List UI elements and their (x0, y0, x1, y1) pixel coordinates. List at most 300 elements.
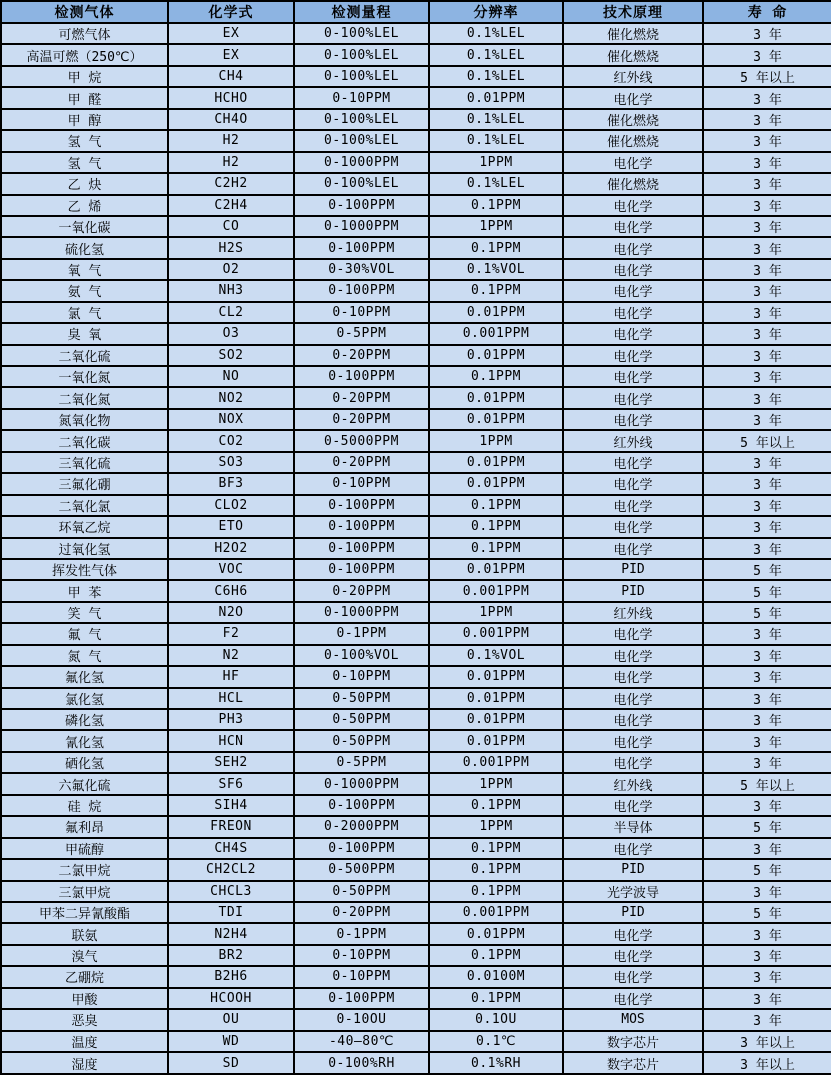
cell-lifespan: 3 年 (703, 988, 831, 1009)
cell-lifespan: 3 年 (703, 688, 831, 709)
cell-principle: 电化学 (563, 923, 703, 944)
cell-principle: 电化学 (563, 323, 703, 344)
cell-gas-name: 臭 氧 (1, 323, 168, 344)
cell-formula: HCN (168, 730, 294, 751)
cell-resolution: 0.1PPM (429, 945, 563, 966)
cell-principle: 电化学 (563, 280, 703, 301)
column-header-gas-name: 检测气体 (1, 1, 168, 23)
cell-formula: N2O (168, 602, 294, 623)
cell-formula: SF6 (168, 773, 294, 794)
cell-resolution: 0.001PPM (429, 623, 563, 644)
table-body (1, 23, 831, 1074)
table-row (1, 173, 831, 194)
cell-principle: 电化学 (563, 409, 703, 430)
cell-formula: CO (168, 216, 294, 237)
cell-principle: PID (563, 580, 703, 601)
cell-formula: SO2 (168, 345, 294, 366)
cell-gas-name: 二氧化硫 (1, 345, 168, 366)
cell-lifespan: 3 年 (703, 130, 831, 151)
cell-lifespan: 3 年 (703, 237, 831, 258)
table-row (1, 1052, 831, 1074)
cell-formula: EX (168, 23, 294, 44)
cell-formula: HCL (168, 688, 294, 709)
cell-resolution: 0.01PPM (429, 87, 563, 108)
cell-gas-name: 氢 气 (1, 152, 168, 173)
cell-resolution: 0.01PPM (429, 559, 563, 580)
cell-resolution: 0.1%LEL (429, 23, 563, 44)
cell-principle: 电化学 (563, 87, 703, 108)
cell-lifespan: 5 年 (703, 902, 831, 923)
cell-resolution: 0.01PPM (429, 923, 563, 944)
cell-formula: C2H2 (168, 173, 294, 194)
cell-range: 0-50PPM (294, 709, 429, 730)
table-row (1, 795, 831, 816)
cell-gas-name: 三氧化硫 (1, 452, 168, 473)
cell-range: 0-10PPM (294, 945, 429, 966)
cell-gas-name: 乙 炔 (1, 173, 168, 194)
table-row (1, 580, 831, 601)
cell-formula: CH4S (168, 838, 294, 859)
cell-gas-name: 甲苯二异氰酸酯 (1, 902, 168, 923)
cell-gas-name: 可燃气体 (1, 23, 168, 44)
cell-principle: 电化学 (563, 387, 703, 408)
cell-gas-name: 二氧化氮 (1, 387, 168, 408)
table-row (1, 559, 831, 580)
cell-formula: CH2CL2 (168, 859, 294, 880)
cell-gas-name: 溴气 (1, 945, 168, 966)
cell-gas-name: 甲 醇 (1, 109, 168, 130)
cell-principle: 光学波导 (563, 881, 703, 902)
cell-resolution: 0.01PPM (429, 666, 563, 687)
cell-lifespan: 3 年 (703, 495, 831, 516)
cell-gas-name: 挥发性气体 (1, 559, 168, 580)
cell-principle: 电化学 (563, 945, 703, 966)
cell-formula: VOC (168, 559, 294, 580)
cell-gas-name: 二氯甲烷 (1, 859, 168, 880)
cell-lifespan: 3 年 (703, 216, 831, 237)
cell-lifespan: 3 年 (703, 387, 831, 408)
cell-resolution: 0.01PPM (429, 452, 563, 473)
cell-principle: 电化学 (563, 666, 703, 687)
cell-principle: 电化学 (563, 688, 703, 709)
cell-principle: 电化学 (563, 452, 703, 473)
table-row (1, 773, 831, 794)
cell-principle: MOS (563, 1009, 703, 1030)
column-header-lifespan: 寿 命 (703, 1, 831, 23)
cell-lifespan: 3 年 (703, 538, 831, 559)
cell-principle: 电化学 (563, 237, 703, 258)
cell-formula: H2 (168, 130, 294, 151)
cell-principle: 数字芯片 (563, 1031, 703, 1052)
cell-lifespan: 5 年以上 (703, 66, 831, 87)
cell-range: 0-50PPM (294, 881, 429, 902)
cell-principle: 电化学 (563, 516, 703, 537)
table-row (1, 130, 831, 151)
table-row (1, 623, 831, 644)
cell-resolution: 0.1%RH (429, 1052, 563, 1074)
cell-formula: NH3 (168, 280, 294, 301)
cell-principle: 电化学 (563, 838, 703, 859)
cell-principle: 电化学 (563, 216, 703, 237)
cell-gas-name: 甲硫醇 (1, 838, 168, 859)
cell-principle: 电化学 (563, 752, 703, 773)
cell-resolution: 0.1%LEL (429, 109, 563, 130)
cell-range: 0-20PPM (294, 580, 429, 601)
table-row (1, 602, 831, 623)
table-row (1, 666, 831, 687)
cell-range: 0-10PPM (294, 966, 429, 987)
cell-formula: N2H4 (168, 923, 294, 944)
table-row (1, 859, 831, 880)
cell-principle: 电化学 (563, 345, 703, 366)
cell-resolution: 0.01PPM (429, 302, 563, 323)
cell-gas-name: 三氯甲烷 (1, 881, 168, 902)
table-row (1, 280, 831, 301)
cell-resolution: 0.1PPM (429, 280, 563, 301)
table-row (1, 881, 831, 902)
table-row (1, 387, 831, 408)
table-row (1, 323, 831, 344)
cell-range: 0-1PPM (294, 923, 429, 944)
cell-principle: 电化学 (563, 473, 703, 494)
table-row (1, 473, 831, 494)
cell-resolution: 0.1%VOL (429, 259, 563, 280)
cell-formula: B2H6 (168, 966, 294, 987)
table-row (1, 452, 831, 473)
cell-formula: SIH4 (168, 795, 294, 816)
cell-principle: 电化学 (563, 366, 703, 387)
cell-principle: 半导体 (563, 816, 703, 837)
cell-gas-name: 磷化氢 (1, 709, 168, 730)
table-row (1, 816, 831, 837)
cell-range: 0-10PPM (294, 666, 429, 687)
table-row (1, 23, 831, 44)
cell-resolution: 0.001PPM (429, 323, 563, 344)
cell-gas-name: 二氧化碳 (1, 430, 168, 451)
cell-principle: PID (563, 902, 703, 923)
cell-principle: PID (563, 559, 703, 580)
cell-range: 0-20PPM (294, 345, 429, 366)
cell-resolution: 1PPM (429, 430, 563, 451)
cell-principle: 红外线 (563, 602, 703, 623)
cell-principle: 电化学 (563, 645, 703, 666)
cell-gas-name: 乙 烯 (1, 195, 168, 216)
cell-gas-name: 高温可燃（250℃） (1, 44, 168, 65)
cell-lifespan: 3 年 (703, 345, 831, 366)
cell-principle: 催化燃烧 (563, 130, 703, 151)
cell-principle: 数字芯片 (563, 1052, 703, 1074)
cell-range: 0-10PPM (294, 302, 429, 323)
cell-range: 0-100%LEL (294, 130, 429, 151)
cell-resolution: 1PPM (429, 773, 563, 794)
table-row (1, 730, 831, 751)
cell-gas-name: 氟利昂 (1, 816, 168, 837)
table-row (1, 1009, 831, 1030)
cell-lifespan: 3 年 (703, 195, 831, 216)
cell-range: 0-100%LEL (294, 109, 429, 130)
cell-resolution: 0.01PPM (429, 688, 563, 709)
cell-principle: 催化燃烧 (563, 109, 703, 130)
cell-formula: TDI (168, 902, 294, 923)
cell-lifespan: 3 年 (703, 881, 831, 902)
cell-range: 0-5000PPM (294, 430, 429, 451)
cell-resolution: 0.1PPM (429, 795, 563, 816)
cell-resolution: 0.001PPM (429, 752, 563, 773)
cell-gas-name: 氯 气 (1, 302, 168, 323)
cell-gas-name: 乙硼烷 (1, 966, 168, 987)
cell-range: 0-100%LEL (294, 44, 429, 65)
table-row (1, 409, 831, 430)
cell-formula: WD (168, 1031, 294, 1052)
cell-range: 0-100PPM (294, 495, 429, 516)
cell-gas-name: 硅 烷 (1, 795, 168, 816)
table-row (1, 44, 831, 65)
cell-range: 0-100%LEL (294, 173, 429, 194)
cell-gas-name: 氢 气 (1, 130, 168, 151)
table-row (1, 345, 831, 366)
table-row (1, 430, 831, 451)
cell-gas-name: 六氟化硫 (1, 773, 168, 794)
cell-range: 0-100PPM (294, 280, 429, 301)
cell-principle: 电化学 (563, 302, 703, 323)
cell-range: 0-100PPM (294, 516, 429, 537)
cell-principle: 催化燃烧 (563, 44, 703, 65)
cell-range: 0-2000PPM (294, 816, 429, 837)
cell-range: 0-50PPM (294, 688, 429, 709)
cell-resolution: 0.1%LEL (429, 130, 563, 151)
cell-lifespan: 3 年 (703, 752, 831, 773)
cell-lifespan: 3 年 (703, 109, 831, 130)
cell-formula: HCOOH (168, 988, 294, 1009)
cell-formula: FREON (168, 816, 294, 837)
cell-principle: 电化学 (563, 495, 703, 516)
cell-gas-name: 氯化氢 (1, 688, 168, 709)
table-row (1, 87, 831, 108)
cell-gas-name: 二氧化氯 (1, 495, 168, 516)
cell-range: 0-1000PPM (294, 602, 429, 623)
cell-range: 0-100%RH (294, 1052, 429, 1074)
cell-lifespan: 3 年 (703, 709, 831, 730)
cell-range: 0-50PPM (294, 730, 429, 751)
cell-gas-name: 氨 气 (1, 280, 168, 301)
cell-range: 0-100PPM (294, 237, 429, 258)
table-row (1, 945, 831, 966)
cell-resolution: 0.01PPM (429, 409, 563, 430)
table-row (1, 495, 831, 516)
cell-resolution: 0.1PPM (429, 516, 563, 537)
cell-gas-name: 联氨 (1, 923, 168, 944)
table-row (1, 302, 831, 323)
cell-range: 0-500PPM (294, 859, 429, 880)
cell-range: 0-100%LEL (294, 23, 429, 44)
cell-resolution: 1PPM (429, 602, 563, 623)
cell-formula: H2S (168, 237, 294, 258)
cell-resolution: 0.01PPM (429, 387, 563, 408)
cell-gas-name: 硫化氢 (1, 237, 168, 258)
table-row (1, 709, 831, 730)
cell-resolution: 0.1PPM (429, 495, 563, 516)
cell-resolution: 0.1PPM (429, 859, 563, 880)
cell-principle: 红外线 (563, 66, 703, 87)
cell-gas-name: 氟化氢 (1, 666, 168, 687)
cell-lifespan: 3 年 (703, 259, 831, 280)
cell-range: 0-1PPM (294, 623, 429, 644)
cell-gas-name: 恶臭 (1, 1009, 168, 1030)
cell-lifespan: 3 年 (703, 645, 831, 666)
cell-principle: 电化学 (563, 195, 703, 216)
cell-lifespan: 5 年以上 (703, 430, 831, 451)
cell-lifespan: 3 年 (703, 87, 831, 108)
cell-formula: PH3 (168, 709, 294, 730)
cell-range: 0-100PPM (294, 838, 429, 859)
cell-range: 0-100PPM (294, 366, 429, 387)
cell-formula: CLO2 (168, 495, 294, 516)
cell-lifespan: 5 年 (703, 602, 831, 623)
cell-range: 0-1000PPM (294, 152, 429, 173)
cell-gas-name: 甲 烷 (1, 66, 168, 87)
table-row (1, 237, 831, 258)
cell-range: 0-5PPM (294, 323, 429, 344)
cell-resolution: 0.001PPM (429, 580, 563, 601)
cell-lifespan: 3 年 (703, 323, 831, 344)
cell-lifespan: 5 年 (703, 816, 831, 837)
cell-formula: F2 (168, 623, 294, 644)
cell-lifespan: 5 年 (703, 859, 831, 880)
cell-lifespan: 3 年 (703, 795, 831, 816)
cell-lifespan: 3 年 (703, 44, 831, 65)
cell-formula: NO (168, 366, 294, 387)
cell-range: 0-100%VOL (294, 645, 429, 666)
cell-lifespan: 3 年以上 (703, 1031, 831, 1052)
cell-resolution: 1PPM (429, 216, 563, 237)
table-row (1, 923, 831, 944)
cell-principle: 电化学 (563, 988, 703, 1009)
column-header-range: 检测量程 (294, 1, 429, 23)
cell-range: 0-10PPM (294, 473, 429, 494)
cell-gas-name: 甲 醛 (1, 87, 168, 108)
table-row (1, 216, 831, 237)
cell-formula: NOX (168, 409, 294, 430)
table-row (1, 988, 831, 1009)
cell-resolution: 0.01PPM (429, 709, 563, 730)
table-row (1, 752, 831, 773)
cell-formula: C2H4 (168, 195, 294, 216)
cell-range: 0-20PPM (294, 409, 429, 430)
cell-formula: CH4 (168, 66, 294, 87)
cell-gas-name: 湿度 (1, 1052, 168, 1074)
cell-formula: SD (168, 1052, 294, 1074)
cell-resolution: 1PPM (429, 152, 563, 173)
cell-lifespan: 3 年以上 (703, 1052, 831, 1074)
cell-resolution: 1PPM (429, 816, 563, 837)
cell-principle: 电化学 (563, 538, 703, 559)
cell-gas-name: 三氟化硼 (1, 473, 168, 494)
column-header-resolution: 分辨率 (429, 1, 563, 23)
cell-gas-name: 环氧乙烷 (1, 516, 168, 537)
cell-formula: SEH2 (168, 752, 294, 773)
cell-gas-name: 一氧化碳 (1, 216, 168, 237)
cell-resolution: 0.1PPM (429, 838, 563, 859)
cell-gas-name: 甲酸 (1, 988, 168, 1009)
table-row (1, 66, 831, 87)
cell-resolution: 0.01PPM (429, 473, 563, 494)
cell-range: 0-20PPM (294, 387, 429, 408)
cell-formula: EX (168, 44, 294, 65)
cell-resolution: 0.1PPM (429, 881, 563, 902)
cell-gas-name: 甲 苯 (1, 580, 168, 601)
cell-formula: ETO (168, 516, 294, 537)
column-header-principle: 技术原理 (563, 1, 703, 23)
cell-principle: 电化学 (563, 795, 703, 816)
cell-formula: O3 (168, 323, 294, 344)
cell-range: 0-100PPM (294, 195, 429, 216)
cell-resolution: 0.1%LEL (429, 66, 563, 87)
cell-principle: 电化学 (563, 152, 703, 173)
cell-principle: 催化燃烧 (563, 23, 703, 44)
cell-lifespan: 3 年 (703, 730, 831, 751)
cell-lifespan: 3 年 (703, 302, 831, 323)
cell-resolution: 0.01PPM (429, 345, 563, 366)
cell-resolution: 0.001PPM (429, 902, 563, 923)
cell-lifespan: 3 年 (703, 23, 831, 44)
cell-range: 0-100PPM (294, 988, 429, 1009)
cell-formula: CH4O (168, 109, 294, 130)
cell-principle: 电化学 (563, 259, 703, 280)
cell-resolution: 0.1PPM (429, 195, 563, 216)
cell-lifespan: 3 年 (703, 666, 831, 687)
header-row (1, 1, 831, 23)
cell-lifespan: 3 年 (703, 623, 831, 644)
cell-formula: H2O2 (168, 538, 294, 559)
cell-gas-name: 过氧化氢 (1, 538, 168, 559)
cell-lifespan: 3 年 (703, 1009, 831, 1030)
cell-lifespan: 3 年 (703, 152, 831, 173)
cell-gas-name: 一氧化氮 (1, 366, 168, 387)
cell-principle: 电化学 (563, 730, 703, 751)
cell-principle: PID (563, 859, 703, 880)
cell-formula: CO2 (168, 430, 294, 451)
table-row (1, 366, 831, 387)
cell-resolution: 0.1℃ (429, 1031, 563, 1052)
cell-range: 0-10PPM (294, 87, 429, 108)
cell-gas-name: 温度 (1, 1031, 168, 1052)
cell-range: 0-20PPM (294, 902, 429, 923)
cell-principle: 电化学 (563, 623, 703, 644)
cell-range: 0-100%LEL (294, 66, 429, 87)
cell-formula: O2 (168, 259, 294, 280)
cell-gas-name: 硒化氢 (1, 752, 168, 773)
table-row (1, 109, 831, 130)
cell-formula: N2 (168, 645, 294, 666)
table-row (1, 688, 831, 709)
table-row (1, 838, 831, 859)
cell-formula: BF3 (168, 473, 294, 494)
cell-lifespan: 3 年 (703, 516, 831, 537)
cell-formula: HF (168, 666, 294, 687)
cell-lifespan: 5 年 (703, 559, 831, 580)
cell-gas-name: 氮氧化物 (1, 409, 168, 430)
cell-resolution: 0.1%LEL (429, 173, 563, 194)
cell-formula: OU (168, 1009, 294, 1030)
cell-resolution: 0.1OU (429, 1009, 563, 1030)
cell-range: 0-100PPM (294, 538, 429, 559)
cell-lifespan: 3 年 (703, 409, 831, 430)
cell-formula: C6H6 (168, 580, 294, 601)
cell-range: 0-100PPM (294, 795, 429, 816)
cell-principle: 红外线 (563, 773, 703, 794)
cell-gas-name: 氟 气 (1, 623, 168, 644)
cell-formula: NO2 (168, 387, 294, 408)
